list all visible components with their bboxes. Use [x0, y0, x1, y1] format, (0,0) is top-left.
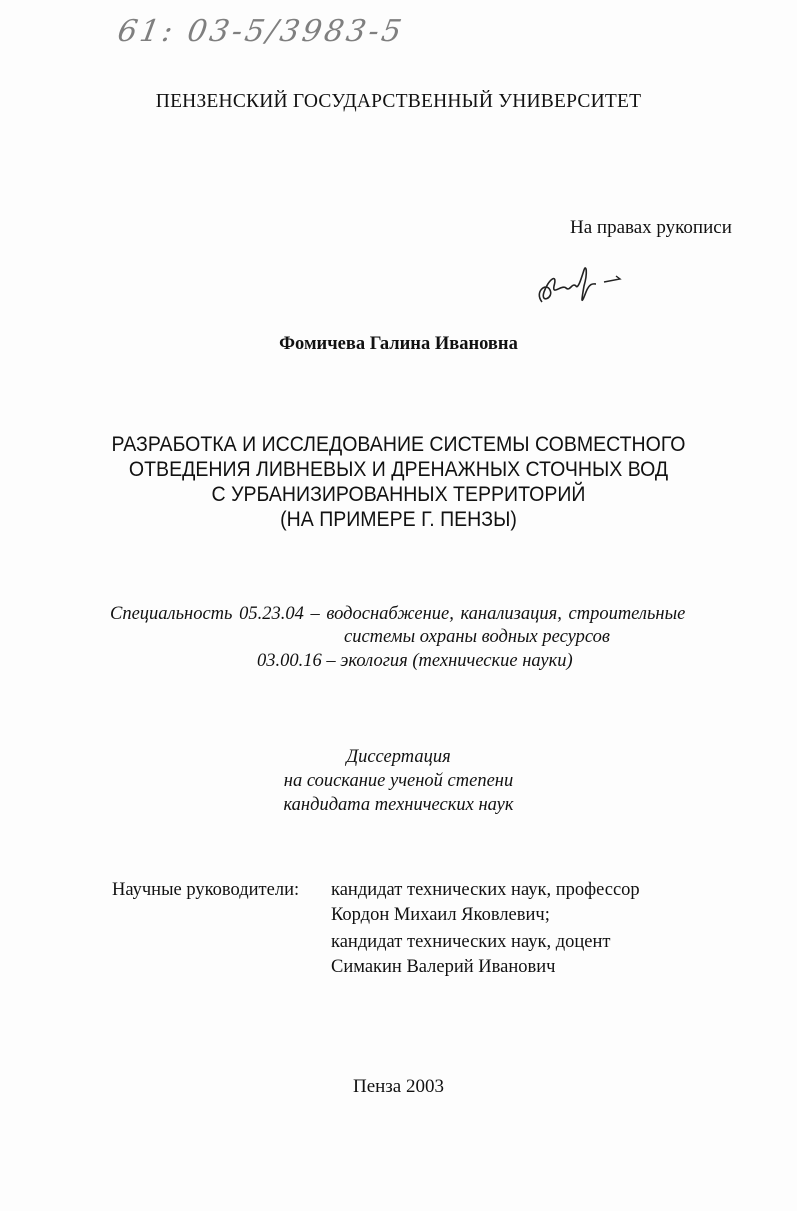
degree-line: Диссертация [346, 747, 451, 767]
city-year: Пенза 2003 [352, 1076, 444, 1097]
specialty-line-1: Специальность 05.23.04 – водоснабжение, канализация, строительные [110, 604, 686, 624]
specialty-line-3: 03.00.16 – экология (технические науки) [257, 651, 573, 671]
supervisors-label: Научные руководители: [112, 880, 300, 900]
university-name: ПЕНЗЕНСКИЙ ГОСУДАРСТВЕННЫЙ УНИВЕРСИТЕТ [155, 91, 642, 112]
supervisor-2-name: Симакин Валерий Иванович [331, 957, 556, 977]
manuscript-rights-notice: На правах рукописи [570, 217, 732, 238]
author-name: Фомичева Галина Ивановна [279, 334, 518, 354]
dissertation-degree [0, 745, 797, 817]
title-line: (НА ПРИМЕРЕ Г. ПЕНЗЫ) [280, 508, 517, 531]
supervisor-1-title: кандидат технических наук, профессор [331, 880, 640, 900]
signature-icon [532, 262, 632, 310]
title-line: ОТВЕДЕНИЯ ЛИВНЕВЫХ И ДРЕНАЖНЫХ СТОЧНЫХ ВОД [128, 458, 669, 481]
handwritten-catalog-number: 61: 03-5/3983-5 [114, 14, 407, 49]
dissertation-title [28, 432, 769, 532]
degree-line: на соискание ученой степени [283, 771, 514, 791]
degree-line: кандидата технических наук [283, 795, 514, 815]
title-line: С УРБАНИЗИРОВАННЫХ ТЕРРИТОРИЙ [211, 483, 586, 506]
specialty-line-2: системы охраны водных ресурсов [344, 627, 610, 647]
title-line: РАЗРАБОТКА И ИССЛЕДОВАНИЕ СИСТЕМЫ СОВМЕСТНОГО [111, 433, 686, 456]
supervisor-2-title: кандидат технических наук, доцент [331, 932, 611, 952]
supervisor-1-name: Кордон Михаил Яковлевич; [331, 905, 550, 925]
